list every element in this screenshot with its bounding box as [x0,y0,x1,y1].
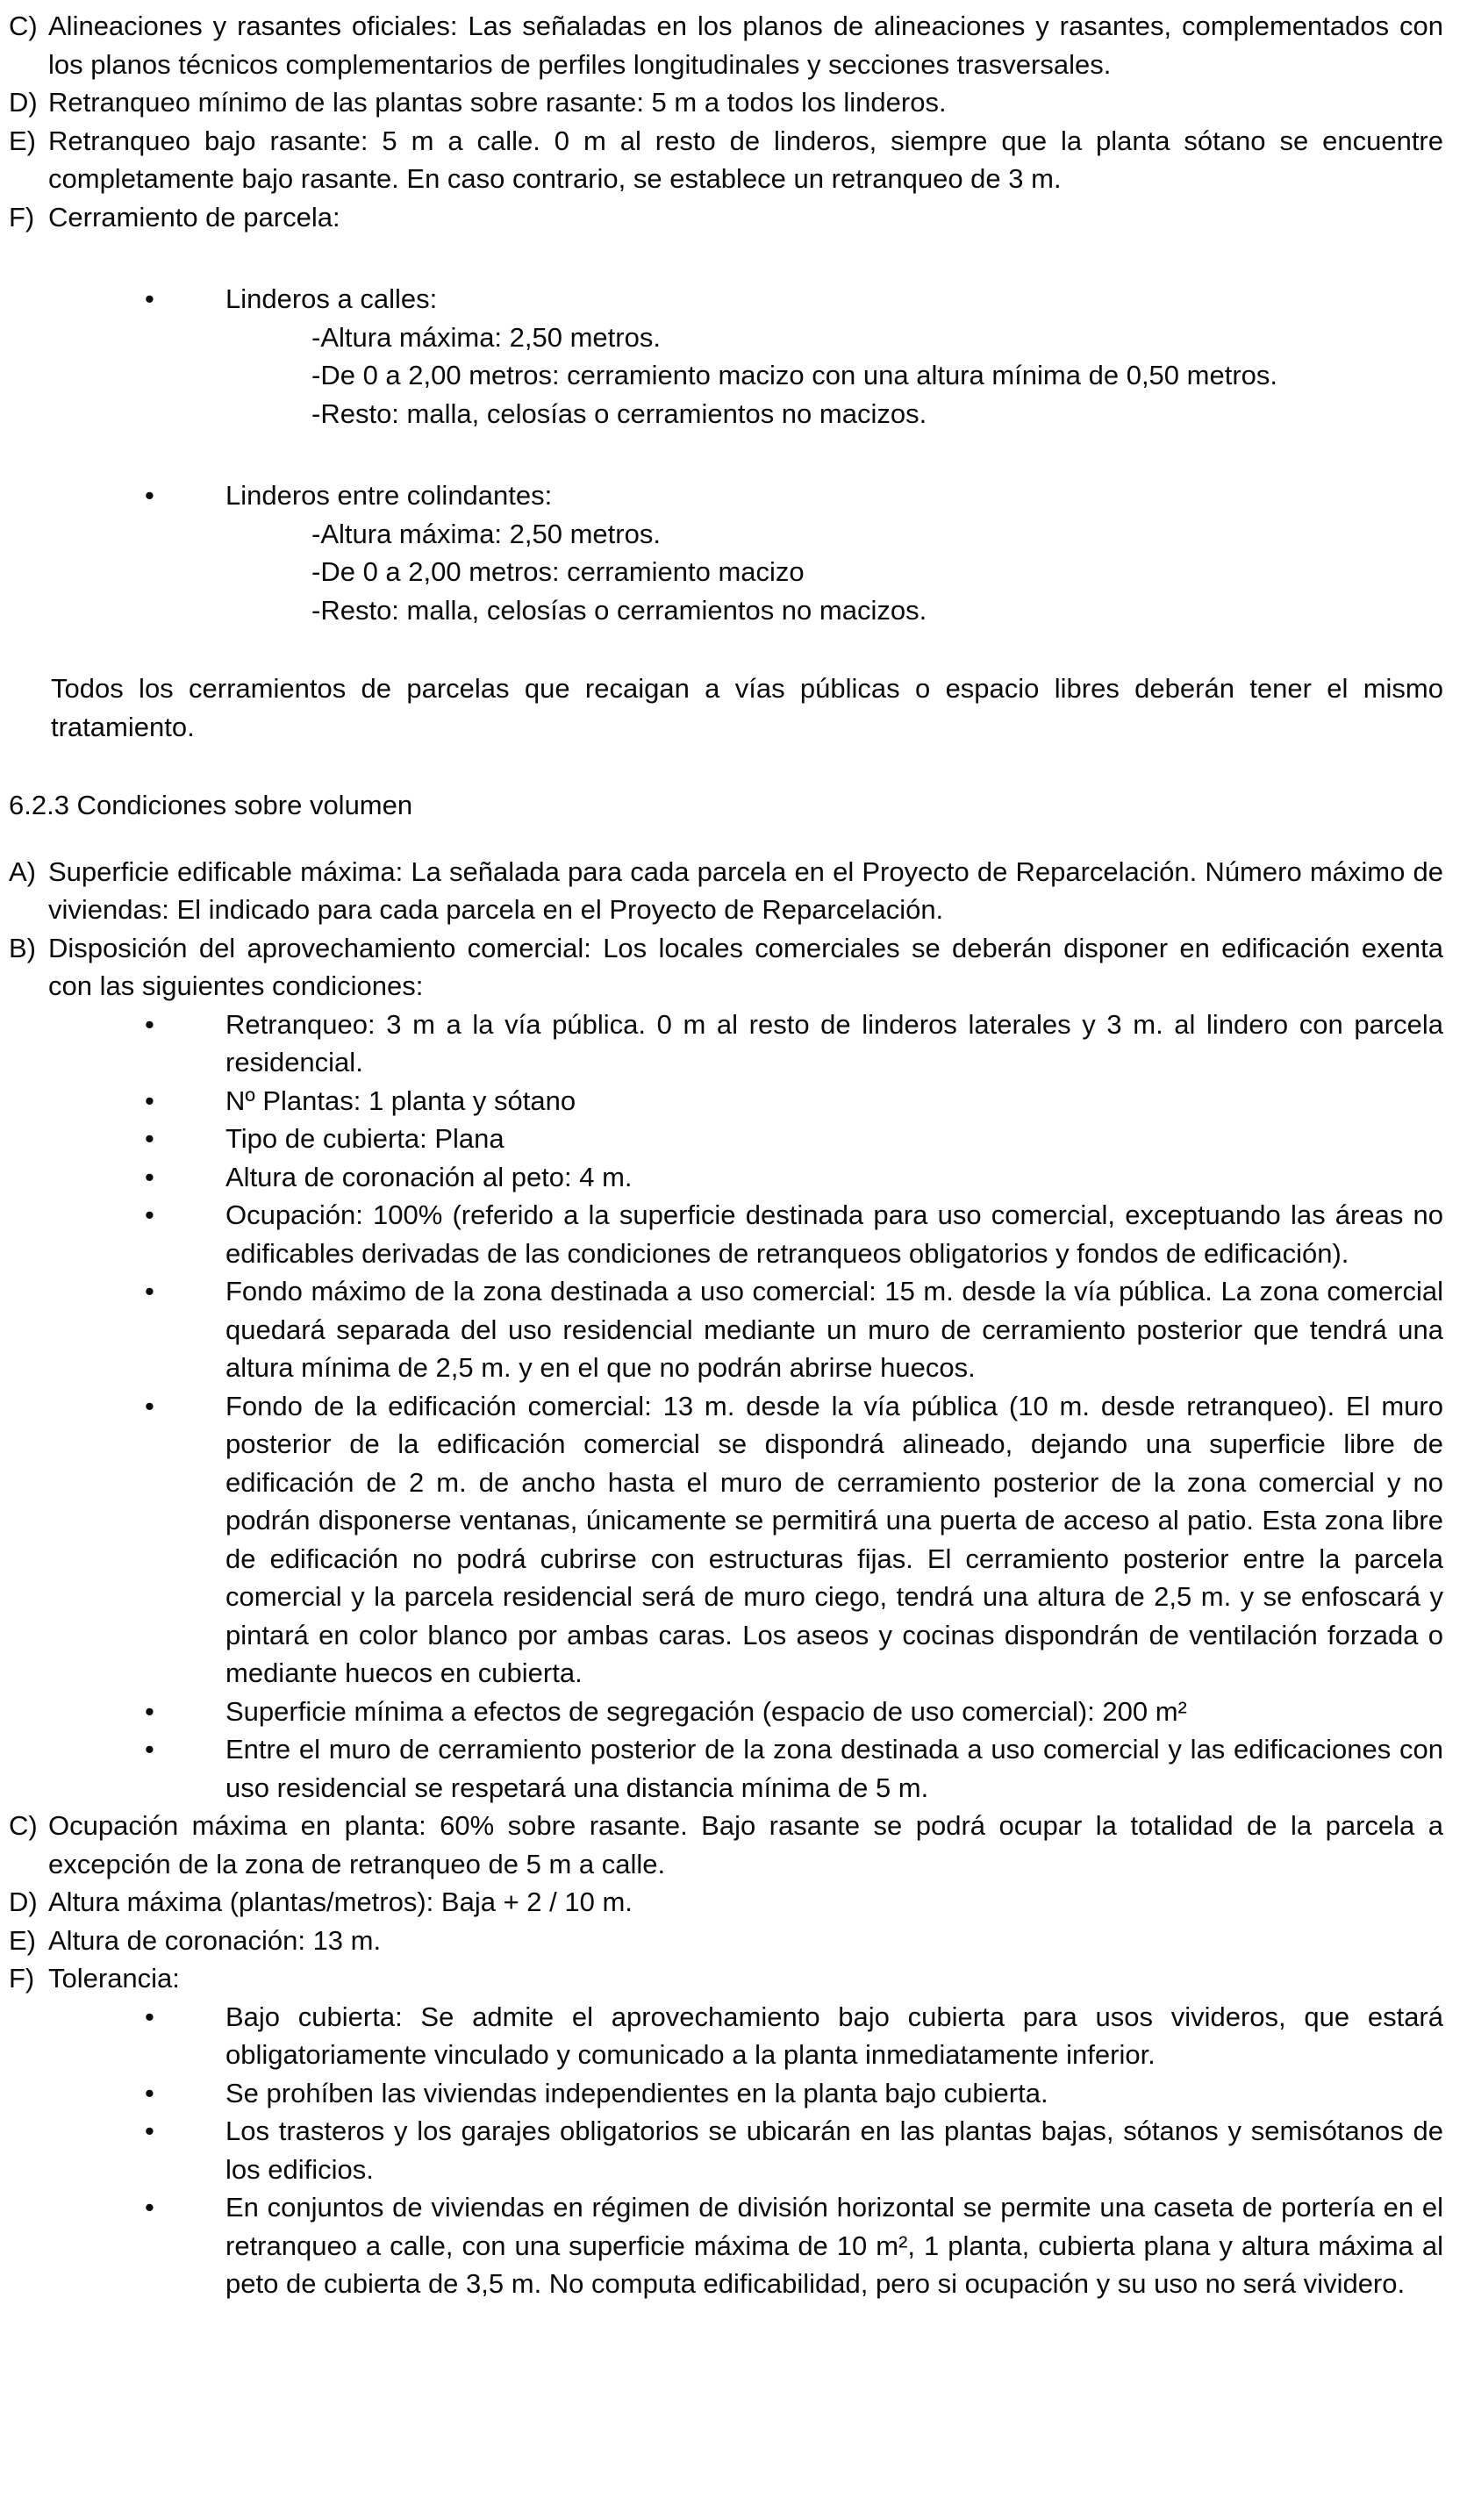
list-item-d-altura-maxima [9,1883,1443,1922]
bullet-label: Linderos a calles: [225,283,438,314]
vertical-spacer [9,433,1443,476]
bullet-icon: • [145,2077,154,2108]
list-item-e-altura-coronacion [9,1922,1443,1960]
bullet-item-ocupacion [145,1196,1443,1272]
bullet-text: Retranqueo: 3 m a la vía pública. 0 m al resto de linderos laterales y 3 m. al lindero con parcela residencial. [225,1008,1443,1077]
bullet-text: Fondo de la edificación comercial: 13 m. desde la vía pública (10 m. desde retranqueo). El muro posterior de la edificación comercial se dispondrá alineado, dejando una superficie libre de edificación de 2 m. de ancho hasta el muro de cerramiento posterior de la zona comercial y no podrán disponerse ventanas, únicamente se permitirá una puerta de acceso al patio. Esta zona libre de edificación no podrá cubrirse con estructuras fijas. El cerramiento posterior entre la parcela comercial y la parcela residencial será de muro ciego, tendrá una altura de 2,5 m. y se enfoscará y pintará en color blanco por ambas caras. Los aseos y cocinas dispondrán de ventilación forzada o mediante huecos en cubierta. [225,1390,1443,1688]
bullet-icon: • [145,1276,154,1307]
bullet-item-linderos-calles [145,280,1443,319]
bullet-icon: • [145,1085,154,1116]
bullet-item-linderos-colindantes [145,476,1443,515]
vertical-spacer [9,236,1443,280]
bullet-text: Se prohíben las viviendas independientes en la planta bajo cubierta. [225,2077,1048,2108]
fence-note-paragraph: Todos los cerramientos de parcelas que recaigan a vías públicas o espacio libres deberán tener el mismo tratamiento. [51,673,1443,742]
item-text: Alineaciones y rasantes oficiales: Las señaladas en los planos de alineaciones y rasantes, complementados con los planos técnicos complementarios de perfiles longitudinales y secciones trasversales. [48,11,1443,80]
bullet-item-retranqueo [145,1006,1443,1082]
bullet-text: Altura de coronación al peto: 4 m. [225,1161,633,1192]
item-letter: F) [9,201,35,233]
bullet-icon: • [145,1123,154,1154]
item-text: Cerramiento de parcela: [48,201,340,233]
item-text: Ocupación máxima en planta: 60% sobre rasante. Bajo rasante se podrá ocupar la totalidad de la parcela a excepción de la zona de retranqueo de 5 m a calle. [48,1810,1443,1879]
item-letter: D) [9,1886,38,1917]
bullet-text: Los trasteros y los garajes obligatorios se ubicarán en las plantas bajas, sótanos y semisótanos de los edificios. [225,2116,1443,2185]
list-item-b-disposicion-comercial [9,929,1443,1006]
bullet-item-caseta-porteria [145,2188,1443,2303]
list-item-d-retranqueo-minimo [9,83,1443,122]
list-item-e-retranqueo-bajo-rasante [9,122,1443,198]
bullet-icon: • [145,1390,154,1421]
bullet-text: Entre el muro de cerramiento posterior de la zona destinada a uso comercial y las edificaciones con uso residencial se respetará una distancia mínima de 5 m. [225,1734,1443,1803]
bullet-text: Superficie mínima a efectos de segregación (espacio de uso comercial): 200 m² [225,1695,1187,1727]
bullet-icon: • [145,1695,154,1727]
bullet-icon: • [145,1008,154,1040]
dash-line: -Resto: malla, celosías o cerramientos no macizos. [311,594,927,626]
item-letter: A) [9,856,36,887]
item-letter: E) [9,125,36,156]
vertical-spacer [9,629,1443,669]
bullet-icon: • [145,1734,154,1765]
item-text: Disposición del aprovechamiento comercial: Los locales comerciales se deberán disponer en edificación exenta con las siguientes condiciones: [48,932,1443,1001]
section-heading: 6.2.3 Condiciones sobre volumen [9,790,413,820]
item-text: Altura máxima (plantas/metros): Baja + 2 / 10 m. [48,1886,633,1917]
dash-line: -De 0 a 2,00 metros: cerramiento macizo con una altura mínima de 0,50 metros. [311,360,1277,390]
bullet-item-fondo-edificacion [145,1387,1443,1693]
bullet-item-num-plantas [145,1082,1443,1120]
bullet-text: Nº Plantas: 1 planta y sótano [225,1085,576,1116]
bullet-item-distancia-minima [145,1730,1443,1807]
list-item-f-cerramiento [9,198,1443,237]
list-item-c-alineaciones [9,7,1443,83]
item-text: Altura de coronación: 13 m. [48,1924,382,1956]
bullet-item-altura-coronacion-peto [145,1158,1443,1197]
bullet-text: Bajo cubierta: Se admite el aprovechamiento bajo cubierta para usos vivideros, que estará obligatoriamente vinculado y comunicado a la planta inmediatamente inferior. [225,2001,1443,2070]
item-text: Retranqueo bajo rasante: 5 m a calle. 0 m al resto de linderos, siempre que la planta sótano se encuentre completamente bajo rasante. En caso contrario, se establece un retranqueo de 3 m. [48,125,1443,194]
bullet-text: En conjuntos de viviendas en régimen de división horizontal se permite una caseta de portería en el retranqueo a calle, con una superficie máxima de 10 m², 1 planta, cubierta plana y altura máxima al peto de cubierta de 3,5 m. No computa edificabilidad, pero si ocupación y su uso no será vividero. [225,2192,1443,2299]
bullet-icon: • [145,283,154,314]
item-text: Superficie edificable máxima: La señalada para cada parcela en el Proyecto de Reparcelación. Número máximo de viviendas: El indicado para cada parcela en el Proyecto de Reparcelación. [48,856,1443,925]
bullet-icon: • [145,2001,154,2032]
bullet-icon: • [145,2192,154,2223]
vertical-spacer [9,825,1443,853]
dash-line: -Altura máxima: 2,50 metros. [311,518,661,549]
item-letter: B) [9,932,36,963]
list-item-c-ocupacion-maxima [9,1807,1443,1883]
item-letter: D) [9,87,38,118]
bullet-icon: • [145,2116,154,2146]
bullet-item-bajo-cubierta [145,1998,1443,2074]
bullet-item-fondo-maximo [145,1272,1443,1387]
item-text: Tolerancia: [48,1963,180,1994]
bullet-icon: • [145,1199,154,1230]
dash-line: -Resto: malla, celosías o cerramientos no macizos. [311,397,927,429]
vertical-spacer [9,746,1443,786]
bullet-item-superficie-minima [145,1693,1443,1731]
item-text: Retranqueo mínimo de las plantas sobre rasante: 5 m a todos los linderos. [48,87,947,118]
bullet-item-tipo-cubierta [145,1120,1443,1158]
bullet-icon: • [145,480,154,511]
list-item-f-tolerancia [9,1959,1443,1998]
bullet-text: Fondo máximo de la zona destinada a uso comercial: 15 m. desde la vía pública. La zona comercial quedará separada del uso residencial mediante un muro de cerramiento posterior que tendrá una altura mínima de 2,5 m. y en el que no podrán abrirse huecos. [225,1276,1443,1383]
dash-line: -De 0 a 2,00 metros: cerramiento macizo [311,556,805,587]
bullet-text: Ocupación: 100% (referido a la superficie destinada para uso comercial, exceptuando las áreas no edificables derivadas de las condiciones de retranqueos obligatorios y fondos de edificación). [225,1199,1443,1269]
item-letter: C) [9,1810,38,1841]
dash-line: -Altura máxima: 2,50 metros. [311,321,661,353]
item-letter: C) [9,11,38,41]
item-letter: F) [9,1963,35,1994]
bullet-item-prohibicion-viviendas [145,2074,1443,2113]
bullet-icon: • [145,1161,154,1192]
bullet-text: Tipo de cubierta: Plana [225,1123,504,1154]
bullet-item-trasteros-garajes [145,2112,1443,2188]
bullet-label: Linderos entre colindantes: [225,480,553,511]
item-letter: E) [9,1924,36,1956]
list-item-a-superficie-edificable [9,853,1443,929]
